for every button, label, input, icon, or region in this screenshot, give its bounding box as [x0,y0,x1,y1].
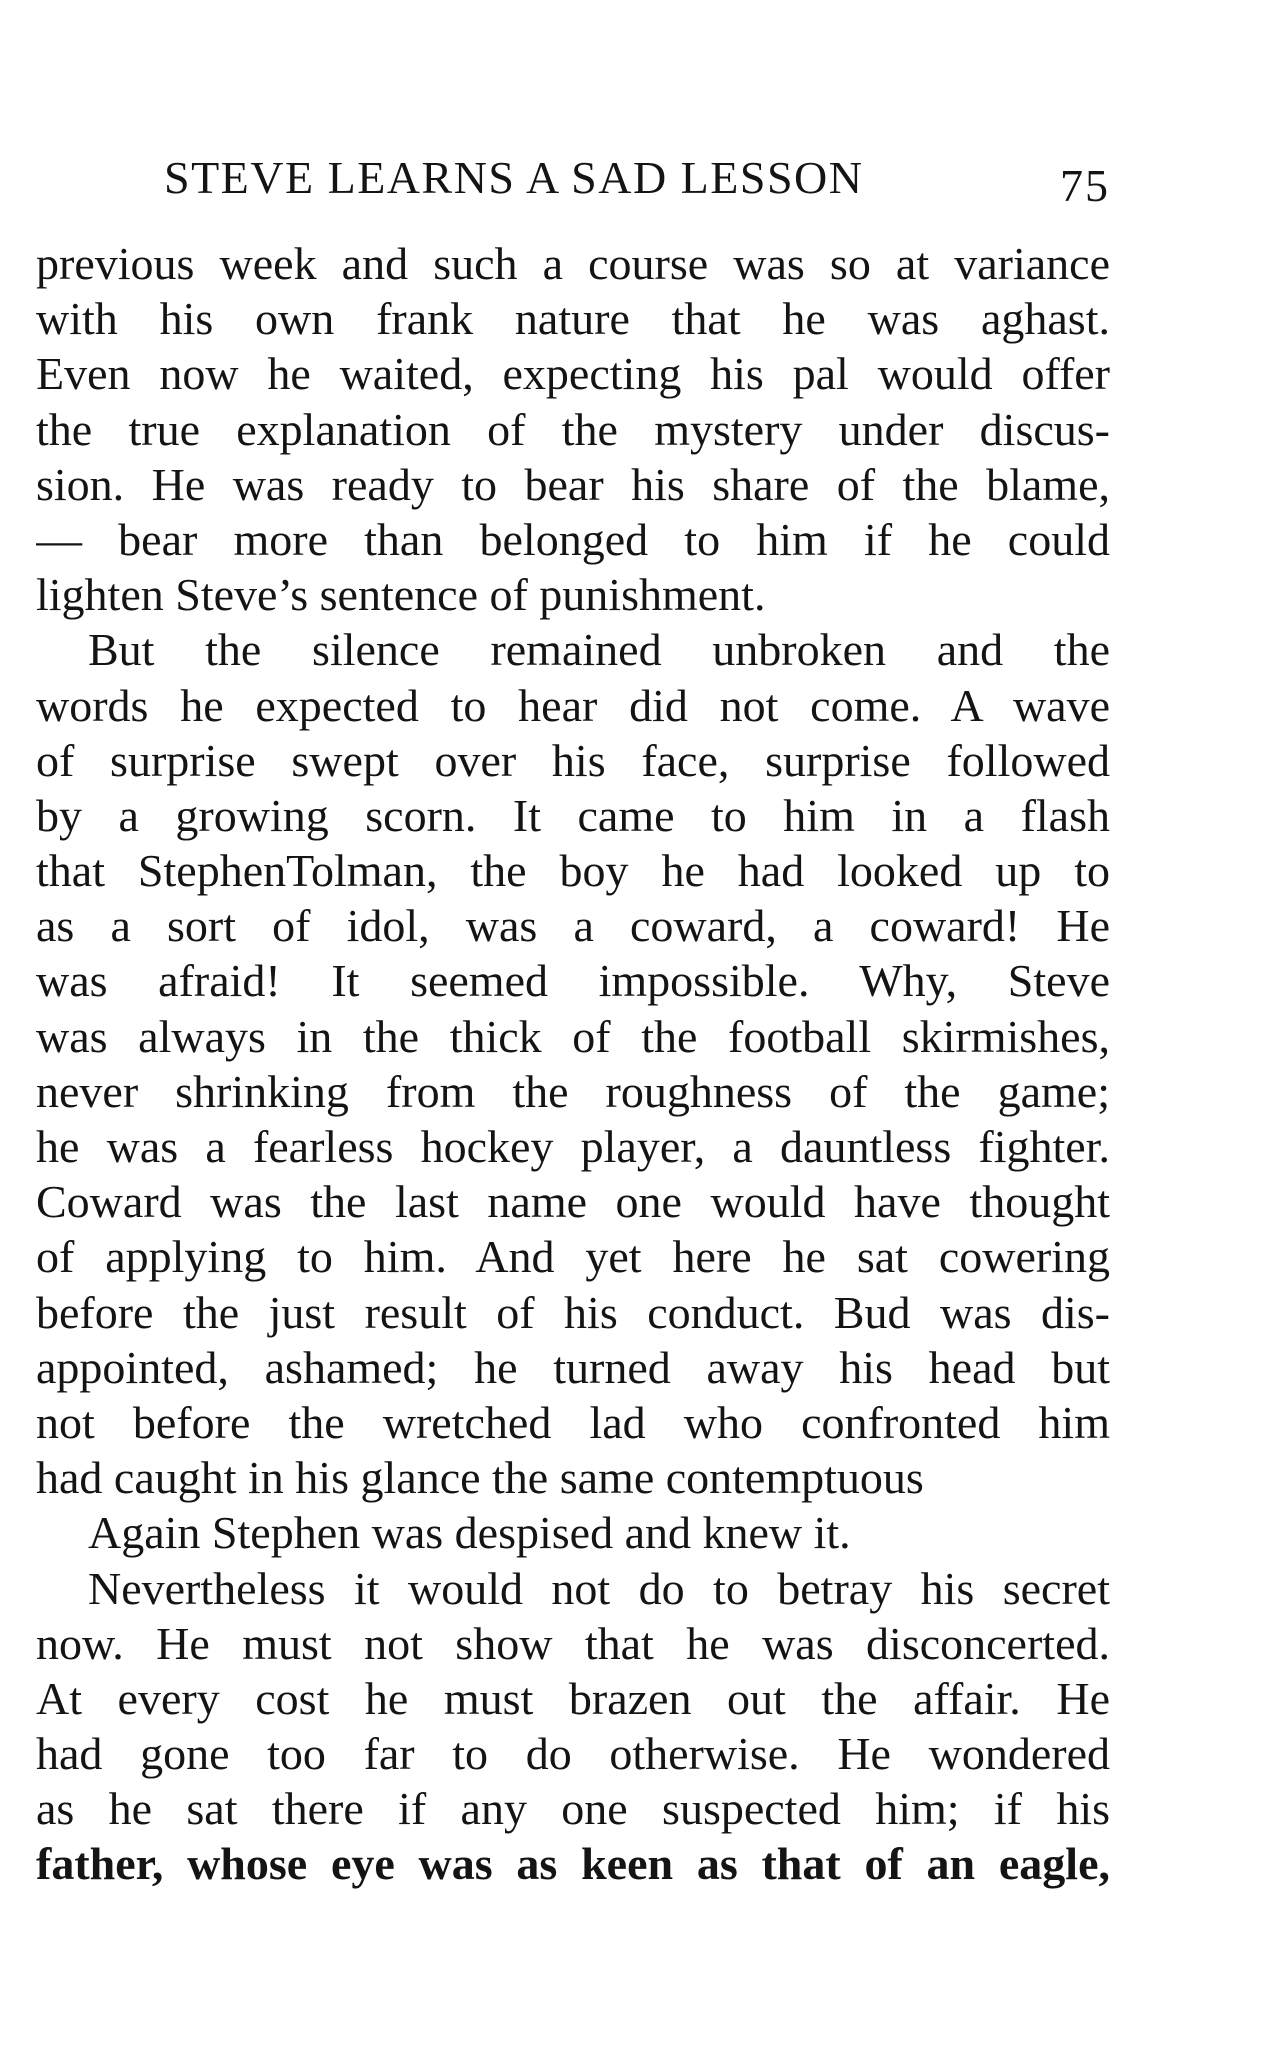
text-line: not before the wretched lad who confronted him [36,1396,1110,1448]
paragraph [36,1505,1110,1560]
text-line: before the just result of his conduct. Bud was dis- [36,1286,1110,1338]
text-line: that StephenTolman, the boy he had looked up to [36,845,1110,897]
running-head [36,150,1110,211]
paragraph [36,1561,1110,1892]
text-line: Nevertheless it would not do to betray his secret [88,1562,1110,1614]
text-line: of surprise swept over his face, surprise followed [36,734,1110,786]
text-line: never shrinking from the roughness of the game; [36,1065,1110,1117]
text-line: as he sat there if any one suspected him; if his [36,1783,1110,1835]
text-line: appointed, ashamed; he turned away his head but [36,1341,1110,1393]
text-line: words he expected to hear did not come. A wave [36,679,1110,731]
text-line: previous week and such a course was so at variance [36,238,1110,289]
body-text [36,236,1110,1892]
running-title: STEVE LEARNS A SAD LESSON [164,152,864,203]
text-line: lighten Steve’s sentence of punishment. [36,569,766,621]
text-line: was afraid! It seemed impossible. Why, Steve [36,955,1110,1007]
text-line: At every cost he must brazen out the affair. He [36,1672,1110,1724]
text-line: had caught in his glance the same contemptuous [36,1452,924,1504]
text-line: sion. He was ready to bear his share of the blame, [36,458,1110,510]
text-line: Even now he waited, expecting his pal would offer [36,348,1110,400]
text-line: was always in the thick of the football skirmishes, [36,1010,1110,1062]
paragraph [36,236,1110,622]
text-line: with his own frank nature that he was aghast. [36,293,1110,345]
text-line: by a growing scorn. It came to him in a flash [36,789,1110,841]
text-line: — bear more than belonged to him if he could [36,513,1110,565]
text-line: of applying to him. And yet here he sat cowering [36,1231,1110,1283]
page-number: 75 [1060,160,1110,211]
text-line: as a sort of idol, was a coward, a coward! He [36,900,1110,952]
text-line: Coward was the last name one would have thought [36,1176,1110,1228]
text-line: father, whose eye was as keen as that of an eagle, [36,1838,1110,1890]
paragraph [36,622,1110,1505]
text-line: had gone too far to do otherwise. He wondered [36,1728,1110,1780]
text-line: now. He must not show that he was disconcerted. [36,1617,1110,1669]
text-line: But the silence remained unbroken and the [88,624,1110,676]
text-line: the true explanation of the mystery under discus- [36,403,1110,455]
text-line: he was a fearless hockey player, a dauntless fighter. [36,1121,1110,1172]
text-line: Again Stephen was despised and knew it. [88,1507,851,1559]
